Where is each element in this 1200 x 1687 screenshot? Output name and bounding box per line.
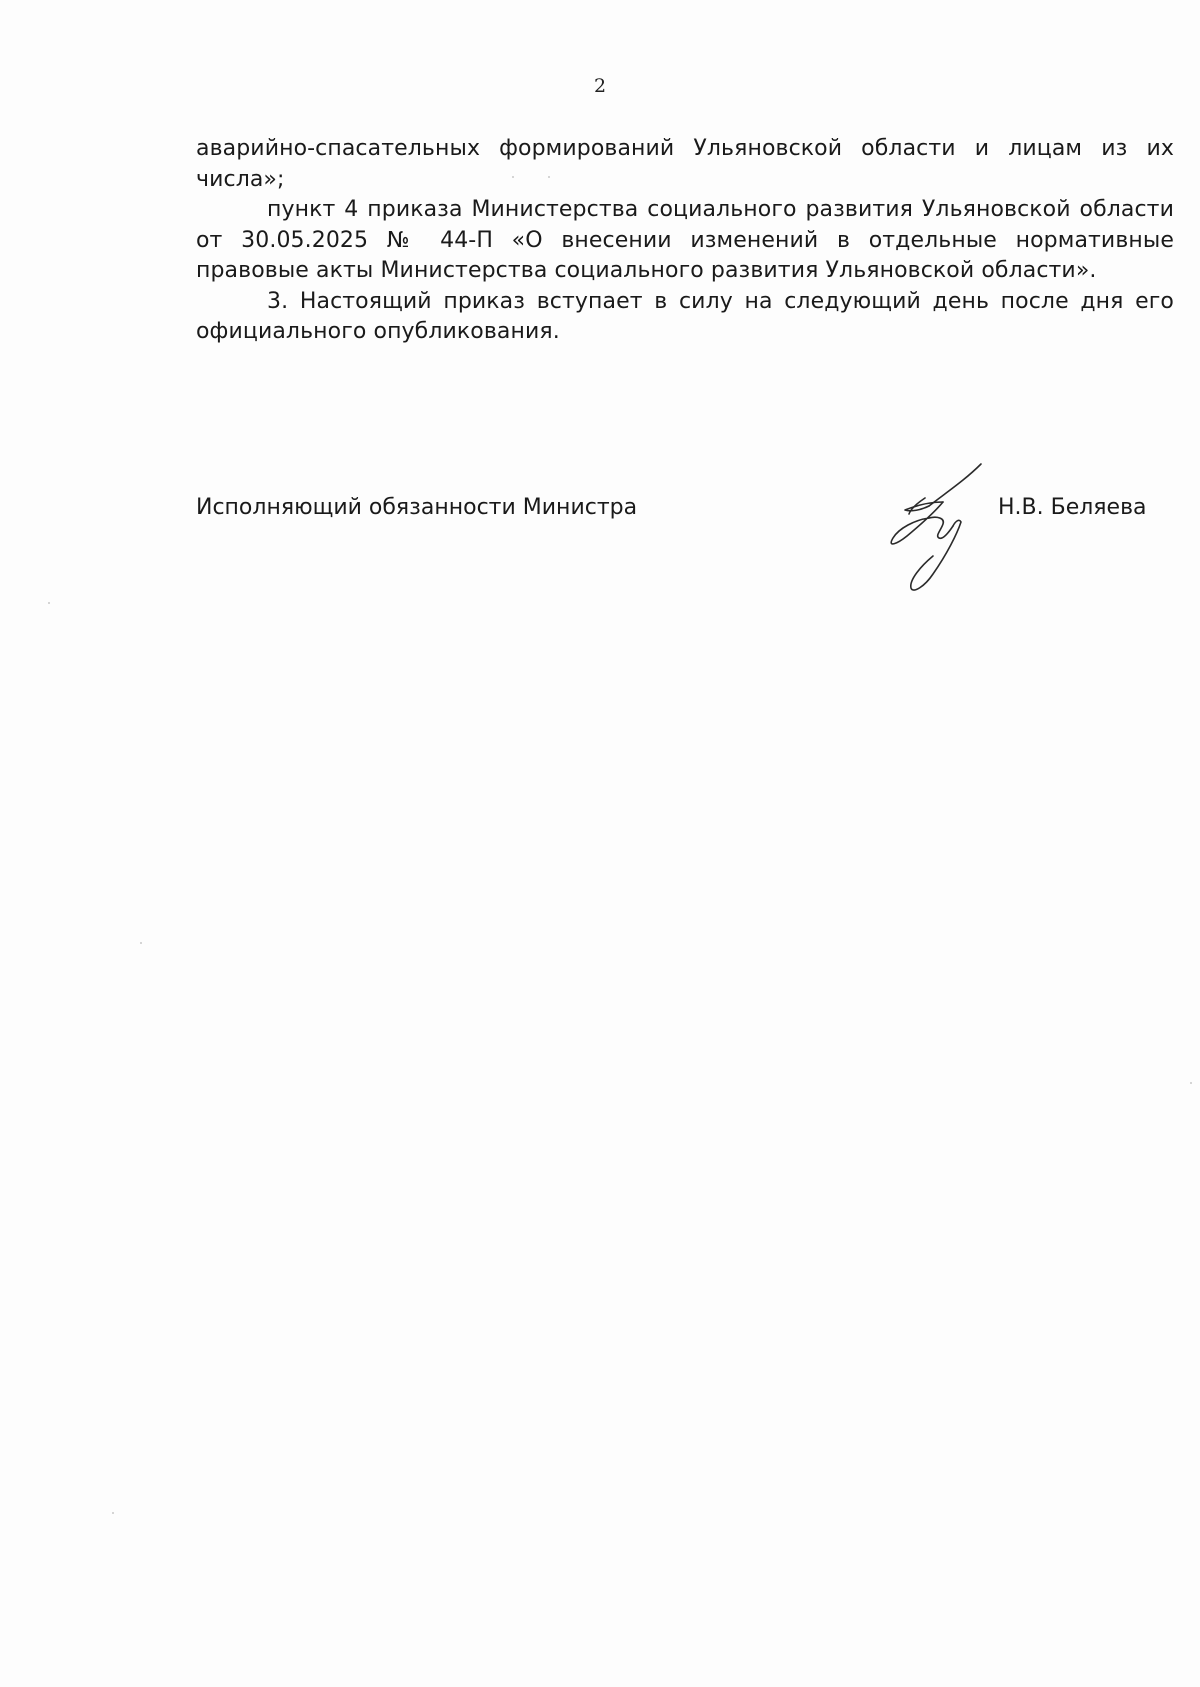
handwritten-signature-icon [885,462,985,594]
signer-position-title: Исполняющий обязанности Министра [196,495,638,520]
scan-speck [512,176,514,178]
signer-name: Н.В. Беляева [998,495,1147,520]
document-body [196,134,1174,348]
paragraph-clause-3: 3. Настоящий приказ вступает в силу на следующий день после дня его официального опубликования. [196,288,1174,344]
scan-speck [112,1512,114,1514]
page-number: 2 [593,75,607,97]
scan-speck [48,602,50,604]
scan-speck [140,942,142,944]
paragraph-continuation: аварийно-спасательных формирований Ульяновской области и лицам из их числа»; [196,136,1174,192]
paragraph-item-4: пункт 4 приказа Министерства социального развития Ульяновской области от 30.05.2025 № 44-П «О внесении изменений в отдельные нормативные правовые акты Министерства социального развития Ульяновской области». [196,197,1174,283]
signature-block [196,495,1156,535]
scan-speck [548,176,550,178]
scan-speck [1190,1082,1192,1084]
